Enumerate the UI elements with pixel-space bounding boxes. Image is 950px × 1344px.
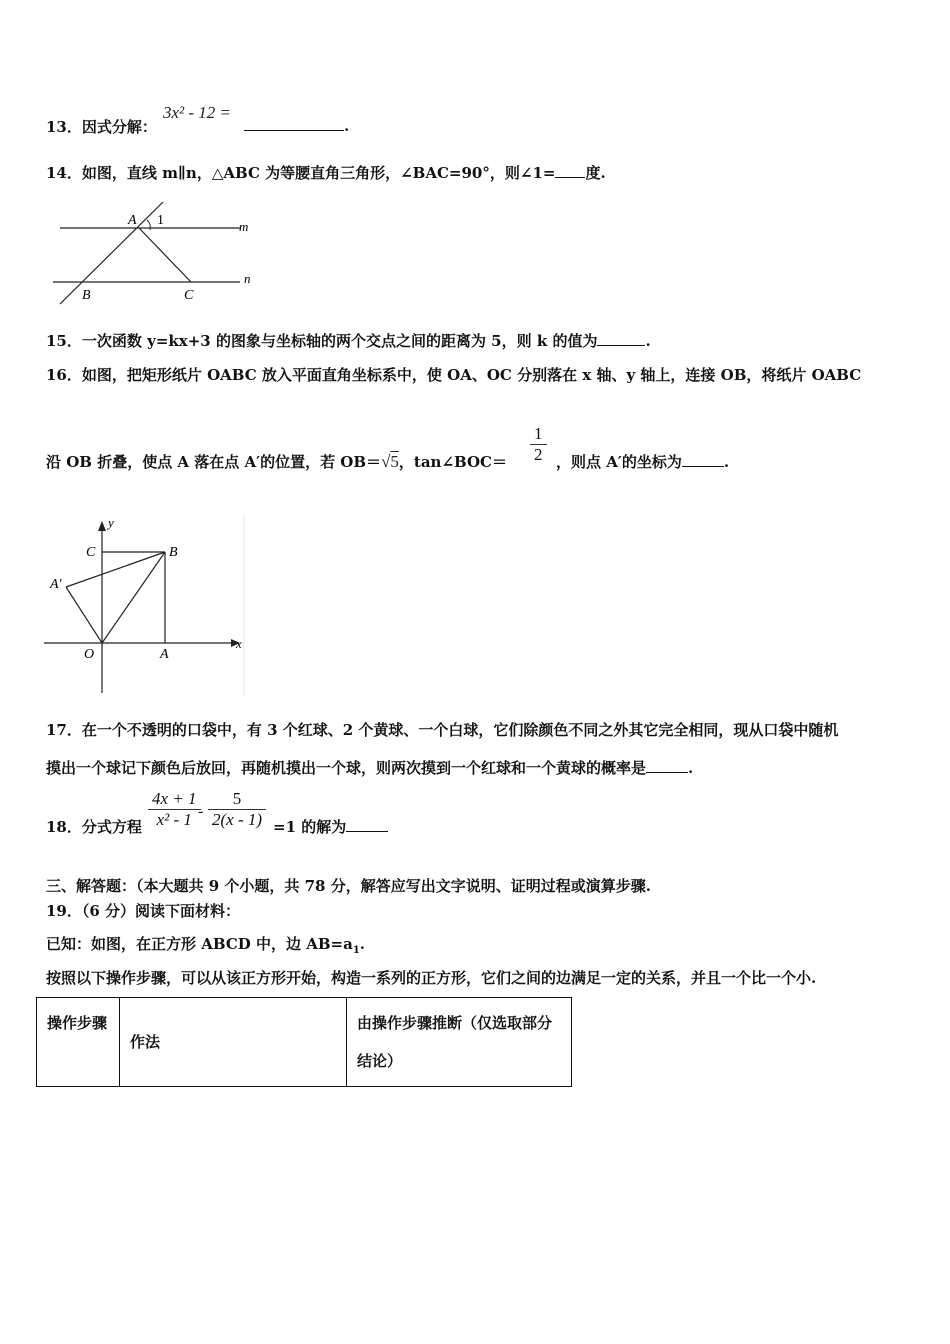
q19-given (46, 933, 365, 956)
label-c: C (86, 545, 96, 560)
question-15 (46, 330, 651, 351)
q16-line2-end (556, 451, 729, 472)
q14-text: 14．如图，直线 m∥n，△ABC 为等腰直角三角形，∠BAC=90°，则∠1= (46, 164, 556, 182)
q15-text: 15．一次函数 y=kx+3 的图象与坐标轴的两个交点之间的距离为 5，则 k 的值为 (46, 332, 598, 350)
sqrt-5: √5 (381, 452, 399, 471)
question-14 (46, 162, 606, 183)
q16-line2a: 沿 OB 折叠，使点 A 落在点 A′的位置，若 OB＝ (46, 453, 382, 471)
fraction-one-half (530, 424, 547, 465)
q18-num2: 5 (208, 789, 266, 810)
label-a: A (128, 213, 137, 228)
label-b: B (169, 545, 178, 560)
sqrt-radicand: 5 (390, 452, 399, 471)
q16-end: . (723, 453, 730, 471)
answer-blank (555, 163, 585, 178)
segment-a-prime-b (66, 552, 165, 587)
y-axis-arrow (98, 521, 106, 531)
label-m: m (239, 219, 249, 234)
q18-den2: 2(x - 1) (212, 810, 263, 829)
figure-14 (48, 196, 263, 308)
q17-line2 (46, 757, 693, 778)
segment-oa-prime (66, 587, 102, 643)
q17-end: . (688, 759, 694, 777)
q13-end: . (344, 117, 350, 135)
q17-line1: 17．在一个不透明的口袋中，有 3 个红球、2 个黄球、一个白球，它们除颜色不同之外其它完全相同，现从口袋中随机 (46, 721, 839, 739)
q13-answer (244, 116, 349, 135)
q19-given-sub: 1 (352, 945, 360, 956)
q19-given-end: . (359, 935, 366, 953)
q18-num1: 4x + 1 (148, 789, 201, 810)
label-n: n (244, 271, 251, 286)
q15-end: . (645, 332, 651, 350)
q18-fraction-2 (208, 789, 266, 830)
answer-blank (646, 758, 688, 773)
q18-fraction-1 (148, 789, 204, 830)
label-x: x (236, 636, 242, 651)
q18-after-text: =1 的解为 (273, 818, 347, 836)
table-header-method: 作法 (120, 998, 347, 1087)
q19-given-text: 已知：如图，在正方形 ABCD 中，边 AB=a (46, 935, 353, 953)
q13-expression: 3x² - 12 = (163, 103, 232, 122)
answer-blank (346, 817, 388, 832)
segment-ob (102, 552, 165, 643)
line-ab (60, 202, 163, 304)
q16-line2 (46, 451, 507, 472)
frac-denominator: 2 (534, 445, 543, 464)
q16-line2c: ，则点 A′的坐标为 (556, 453, 682, 471)
q14-end: 度. (585, 164, 606, 182)
q18-label: 18．分式方程 (46, 818, 142, 836)
table-header-steps: 操作步骤 (37, 998, 120, 1087)
steps-table (36, 997, 572, 1087)
q19-title: 19．（6 分）阅读下面材料： (46, 902, 241, 920)
q18-den1: x² - 1 (156, 810, 192, 829)
q17-text: 摸出一个球记下颜色后放回，再随机摸出一个球，则两次摸到一个红球和一个黄球的概率是 (46, 759, 647, 777)
label-o: O (84, 647, 95, 662)
label-b: B (82, 288, 91, 303)
label-c: C (184, 288, 194, 303)
label-a-prime: A′ (50, 577, 62, 592)
table-header-deduction: 由操作步骤推断（仅选取部分结论） (347, 998, 572, 1087)
figure-16 (44, 515, 249, 697)
answer-blank (682, 452, 724, 467)
answer-blank (244, 116, 344, 131)
label-y: y (108, 515, 114, 530)
q16-line1: 16．如图，把矩形纸片 OABC 放入平面直角坐标系中，使 OA、OC 分别落在 x 轴、y 轴上，连接 OB，将纸片 OABC (46, 366, 862, 384)
q16-line2b: ，tan∠BOC＝ (398, 453, 507, 471)
label-1: 1 (157, 213, 164, 228)
label-a: A (160, 647, 169, 662)
answer-blank (597, 331, 645, 346)
line-ac (139, 228, 191, 282)
question-13 (46, 116, 157, 137)
q18-minus: - (198, 803, 204, 820)
table-row (37, 998, 572, 1087)
frac-numerator: 1 (530, 424, 547, 445)
q19-intro: 按照以下操作步骤，可以从该正方形开始，构造一系列的正方形，它们之间的边满足一定的关系，并且一个比一个小. (46, 969, 817, 987)
q13-label: 13．因式分解： (46, 118, 157, 136)
q18-after (273, 816, 388, 837)
section-3-heading: 三、解答题：（本大题共 9 个小题，共 78 分，解答应写出文字说明、证明过程或演算步骤. (46, 877, 651, 895)
